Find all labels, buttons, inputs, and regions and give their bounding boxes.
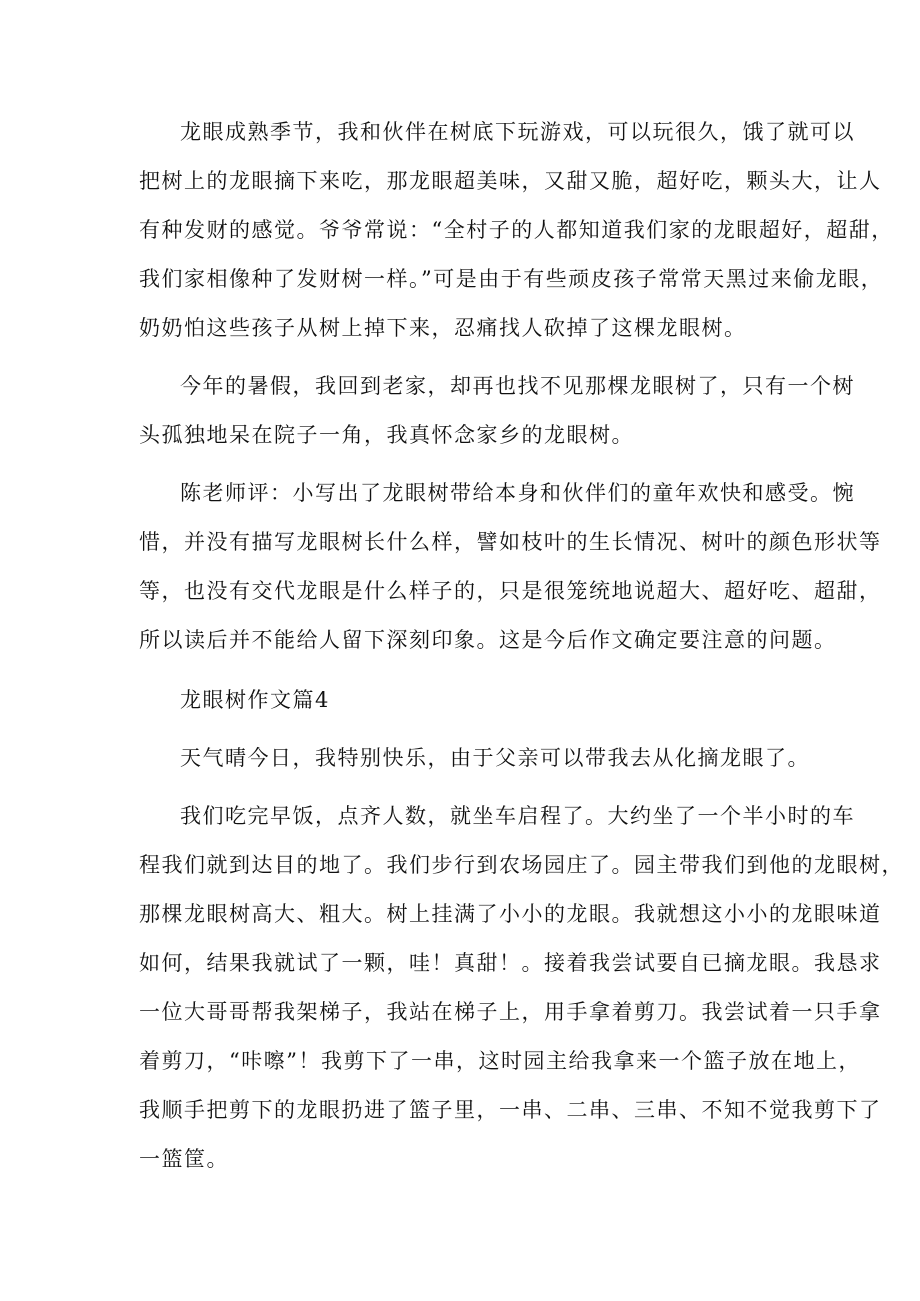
paragraph-2-line-2: 头孤独地呆在院子一角，我真怀念家乡的龙眼树。: [139, 423, 634, 447]
paragraph-2-line-1: 今年的暑假，我回到老家，却再也找不见那棵龙眼树了，只有一个树: [180, 374, 855, 398]
paragraph-1-line-5: 奶奶怕这些孩子从树上掉下来，忍痛找人砍掉了这棵龙眼树。: [139, 316, 747, 340]
paragraph-6-line-6: 着剪刀，“咔嚓”！我剪下了一串，这时园主给我拿来一个篮子放在地上，: [139, 1049, 861, 1073]
paragraph-6-line-5: 一位大哥哥帮我架梯子，我站在梯子上，用手拿着剪刀。我尝试着一只手拿: [139, 1000, 882, 1024]
paragraph-3-line-3: 等，也没有交代龙眼是什么样子的，只是很笼统地说超大、超好吃、超甜，: [139, 579, 882, 603]
paragraph-6-line-4: 如何，结果我就试了一颗，哇！真甜！。接着我尝试要自已摘龙眼。我恳求: [139, 951, 882, 975]
paragraph-6-line-8: 一篮筐。: [139, 1147, 229, 1171]
paragraph-1-line-2: 把树上的龙眼摘下来吃，那龙眼超美味，又甜又脆，超好吃，颗头大，让人: [139, 169, 882, 193]
paragraph-6-line-7: 我顺手把剪下的龙眼扔进了篮子里，一串、二串、三串、不知不觉我剪下了: [139, 1098, 882, 1122]
paragraph-5-line-1: 天气晴今日，我特别快乐，由于父亲可以带我去从化摘龙眼了。: [180, 746, 810, 770]
paragraph-3-line-1: 陈老师评：小写出了龙眼树带给本身和伙伴们的童年欢快和感受。惋: [180, 481, 855, 505]
paragraph-3-line-2: 惜，并没有描写龙眼树长什么样，譬如枝叶的生长情况、树叶的颜色形状等: [139, 530, 882, 554]
paragraph-1-line-1: 龙眼成熟季节，我和伙伴在树底下玩游戏，可以玩很久，饿了就可以: [180, 120, 855, 144]
paragraph-6-line-3: 那棵龙眼树高大、粗大。树上挂满了小小的龙眼。我就想这小小的龙眼味道: [139, 902, 882, 926]
paragraph-3-line-4: 所以读后并不能给人留下深刻印象。这是今后作文确定要注意的问题。: [139, 628, 837, 652]
paragraph-1-line-3: 有种发财的感觉。爷爷常说：“全村子的人都知道我们家的龙眼超好，超甜，: [139, 218, 894, 242]
paragraph-6-line-2: 程我们就到达目的地了。我们步行到农场园庄了。园主带我们到他的龙眼树，: [139, 853, 904, 877]
paragraph-6-line-1: 我们吃完早饭，点齐人数，就坐车启程了。大约坐了一个半小时的车: [180, 804, 855, 828]
paragraph-1-line-4: 我们家相像种了发财树一样。”可是由于有些顽皮孩子常常天黑过来偷龙眼，: [139, 267, 884, 291]
section-heading: 龙眼树作文篇4: [180, 688, 330, 712]
